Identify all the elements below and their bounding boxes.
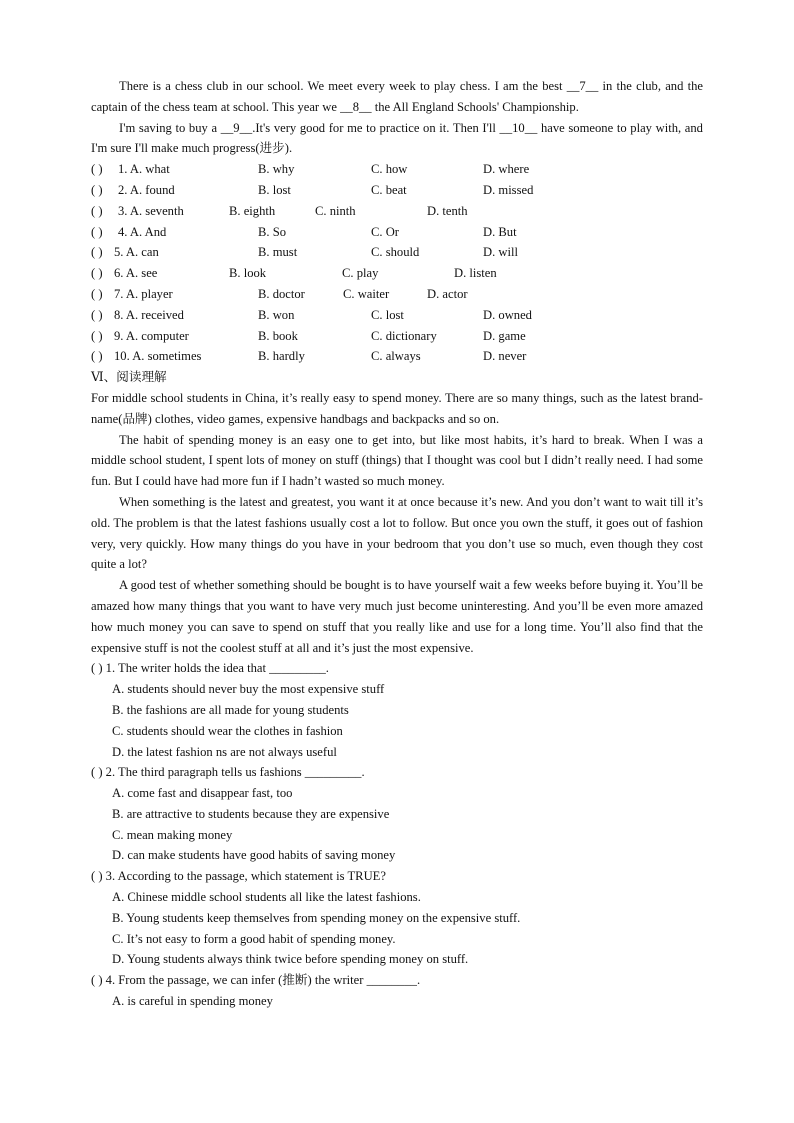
answer-option: C. mean making money	[112, 827, 233, 842]
answer-bracket[interactable]: ( )	[91, 286, 103, 301]
option-a: 2. A. found	[118, 182, 175, 197]
option-a: 9. A. computer	[114, 328, 189, 343]
option-a: 4. A. And	[118, 224, 167, 239]
answer-bracket[interactable]: ( )	[91, 182, 103, 197]
cloze-question	[91, 284, 703, 305]
answer-option: D. the latest fashion ns are not always useful	[112, 744, 337, 759]
cloze-question	[91, 242, 703, 263]
option-d: D. But	[483, 224, 517, 239]
reading-question-stem[interactable]: ( ) 2. The third paragraph tells us fashions _________.	[91, 765, 365, 780]
cloze-question	[91, 346, 703, 367]
answer-bracket[interactable]: ( )	[91, 266, 103, 281]
option-d: D. owned	[483, 307, 532, 322]
reading-question-list	[91, 658, 703, 1012]
option-d: D. never	[483, 349, 527, 364]
option-b: B. won	[258, 307, 295, 322]
option-a: 3. A. seventh	[118, 203, 184, 218]
option-d: D. tenth	[427, 203, 468, 218]
cloze-blank-9: __9__	[220, 120, 253, 135]
answer-option: C. students should wear the clothes in fashion	[112, 723, 343, 738]
cloze-blank-7: __7__	[566, 79, 599, 93]
reading-paragraph-1: For middle school students in China, it’s really easy to spend money. There are so many things, such as the latest brand-name(品牌) clothes, video games, expensive handbags and backpacks and so on.	[91, 390, 703, 426]
option-b: B. So	[258, 224, 286, 239]
cloze-paragraph-2	[91, 118, 703, 160]
section-title: Ⅵ、阅读理解	[91, 370, 167, 385]
answer-bracket[interactable]: ( )	[91, 328, 103, 343]
answer-bracket[interactable]: ( )	[91, 203, 103, 218]
answer-bracket[interactable]: ( )	[91, 307, 103, 322]
answer-bracket[interactable]: ( )	[91, 245, 103, 260]
option-a: 1. A. what	[118, 162, 170, 177]
answer-option: B. are attractive to students because they are expensive	[112, 806, 390, 821]
reading-paragraph-2: The habit of spending money is an easy one to get into, but like most habits, it’s hard to break. When I was a middle school student, I spent lots of money on stuff (things) that I thought was cool but I didn’t really need. I had some fun. But I could have had more fun if I hadn’t wasted so much money.	[91, 432, 703, 489]
cloze-blank-10: __10__	[499, 120, 538, 135]
cloze-text: I'm saving to buy a	[119, 120, 221, 135]
reading-question-stem[interactable]: ( ) 4. From the passage, we can infer (推断) the writer ________.	[91, 973, 421, 988]
answer-option: D. can make students have good habits of saving money	[112, 848, 396, 863]
option-c: C. dictionary	[371, 328, 437, 343]
answer-option: B. Young students keep themselves from spending money on the expensive stuff.	[112, 910, 521, 925]
cloze-question	[91, 159, 703, 180]
cloze-question	[91, 326, 703, 347]
option-c: C. always	[371, 349, 421, 364]
worksheet-page	[91, 76, 703, 1012]
answer-option: D. Young students always think twice before spending money on stuff.	[112, 952, 469, 967]
option-d: D. will	[483, 245, 518, 260]
cloze-text: in the club, and the captain of the chess team at school. This year we	[91, 79, 703, 114]
option-c: C. how	[371, 162, 408, 177]
option-a: 8. A. received	[114, 307, 184, 322]
cloze-question	[91, 222, 703, 243]
option-b: B. look	[229, 266, 267, 281]
reading-question-stem[interactable]: ( ) 3. According to the passage, which statement is TRUE?	[91, 869, 386, 884]
option-a: 10. A. sometimes	[114, 349, 202, 364]
option-b: B. must	[258, 245, 298, 260]
option-c: C. play	[342, 266, 379, 281]
cloze-text: .It's very good for me to practice on it. Then I'll	[252, 120, 500, 135]
cloze-question	[91, 201, 703, 222]
option-c: C. lost	[371, 307, 404, 322]
option-b: B. why	[258, 162, 295, 177]
cloze-text: There is a chess club in our school. We meet every week to play chess. I am the best	[119, 79, 567, 93]
option-b: B. eighth	[229, 203, 276, 218]
option-a: 7. A. player	[114, 286, 173, 301]
option-a: 6. A. see	[114, 266, 158, 281]
option-d: D. missed	[483, 182, 534, 197]
cloze-text: have someone to play with, and I'm sure I'll make much progress(进步).	[91, 120, 703, 156]
reading-question-stem[interactable]: ( ) 1. The writer holds the idea that _________.	[91, 661, 329, 676]
answer-option: A. is careful in spending money	[112, 994, 273, 1009]
answer-option: B. the fashions are all made for young students	[112, 702, 349, 717]
cloze-paragraph-1	[91, 76, 703, 118]
option-b: B. hardly	[258, 349, 305, 364]
answer-option: C. It’s not easy to form a good habit of spending money.	[112, 931, 396, 946]
reading-paragraph-4: A good test of whether something should be bought is to have yourself wait a few weeks before buying it. You’ll be amazed how many things that you want to have very much just become uninteresting. And you’ll be even more amazed how much money you can save to spend on stuff that you really like and use for a long time. You’ll also find that the expensive stuff is not the coolest stuff at all and it’s just the most expensive.	[91, 578, 703, 655]
cloze-question	[91, 263, 703, 284]
answer-bracket[interactable]: ( )	[91, 224, 103, 239]
answer-option: A. come fast and disappear fast, too	[112, 786, 293, 801]
option-b: B. lost	[258, 182, 291, 197]
option-a: 5. A. can	[114, 245, 159, 260]
answer-bracket[interactable]: ( )	[91, 349, 103, 364]
option-d: D. game	[483, 328, 526, 343]
cloze-question-list	[91, 159, 703, 367]
option-d: D. where	[483, 162, 530, 177]
answer-option: A. students should never buy the most expensive stuff	[112, 682, 385, 697]
option-d: D. listen	[454, 266, 497, 281]
answer-option: A. Chinese middle school students all like the latest fashions.	[112, 890, 421, 905]
option-c: C. waiter	[343, 286, 390, 301]
option-c: C. should	[371, 245, 420, 260]
reading-paragraph-3: When something is the latest and greatest, you want it at once because it’s new. And you don’t want to wait till it’s old. The problem is that the latest fashions usually cost a lot to follow. But once you own the stuff, it goes out of fashion very, very quickly. How many things do you have in your bedroom that you don’t use so much, even though they cost quite a lot?	[91, 494, 703, 572]
option-c: C. Or	[371, 224, 399, 239]
cloze-question	[91, 305, 703, 326]
option-c: C. beat	[371, 182, 407, 197]
option-c: C. ninth	[315, 203, 356, 218]
cloze-text: the All England Schools' Championship.	[371, 99, 579, 114]
answer-bracket[interactable]: ( )	[91, 162, 103, 177]
option-d: D. actor	[427, 286, 468, 301]
option-b: B. doctor	[258, 286, 305, 301]
cloze-blank-8: __8__	[340, 99, 372, 114]
cloze-question	[91, 180, 703, 201]
option-b: B. book	[258, 328, 298, 343]
